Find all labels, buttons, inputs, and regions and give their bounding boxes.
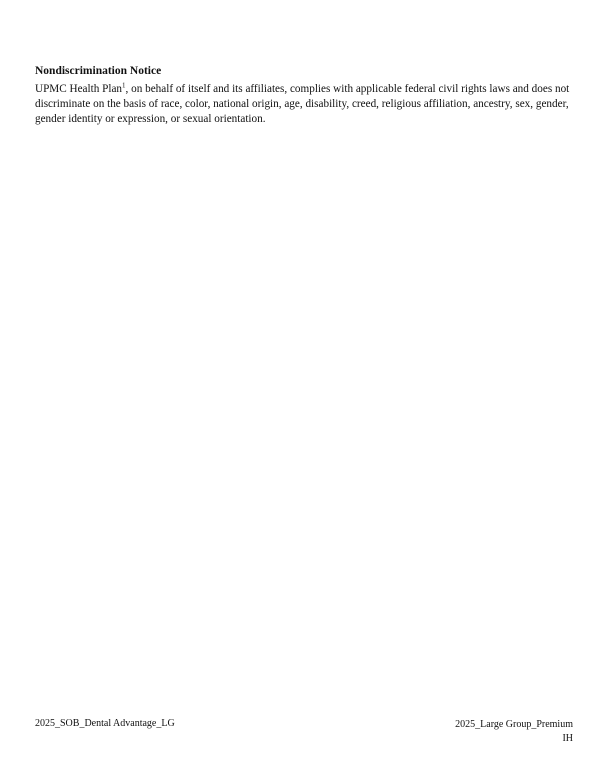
notice-body	[35, 82, 570, 127]
notice-title: Nondiscrimination Notice	[35, 65, 162, 77]
org-name: UPMC Health Plan	[35, 83, 123, 95]
footnote-marker: 1	[122, 81, 126, 90]
footer-plan-code	[455, 718, 573, 746]
notice-body-text: , on behalf of itself and its affiliates, complies with applicable federal civil rights laws and does not discriminate on the basis of race, color, national origin, age, disability, creed, religious affiliation, ancestry, sex, gender, gender identity or expression, or sexual orientation.	[35, 83, 570, 125]
footer-plan-line-2: IH	[562, 733, 573, 744]
footer-document-code: 2025_SOB_Dental Advantage_LG	[35, 718, 175, 729]
footer-plan-line-1: 2025_Large Group_Premium	[455, 719, 573, 730]
